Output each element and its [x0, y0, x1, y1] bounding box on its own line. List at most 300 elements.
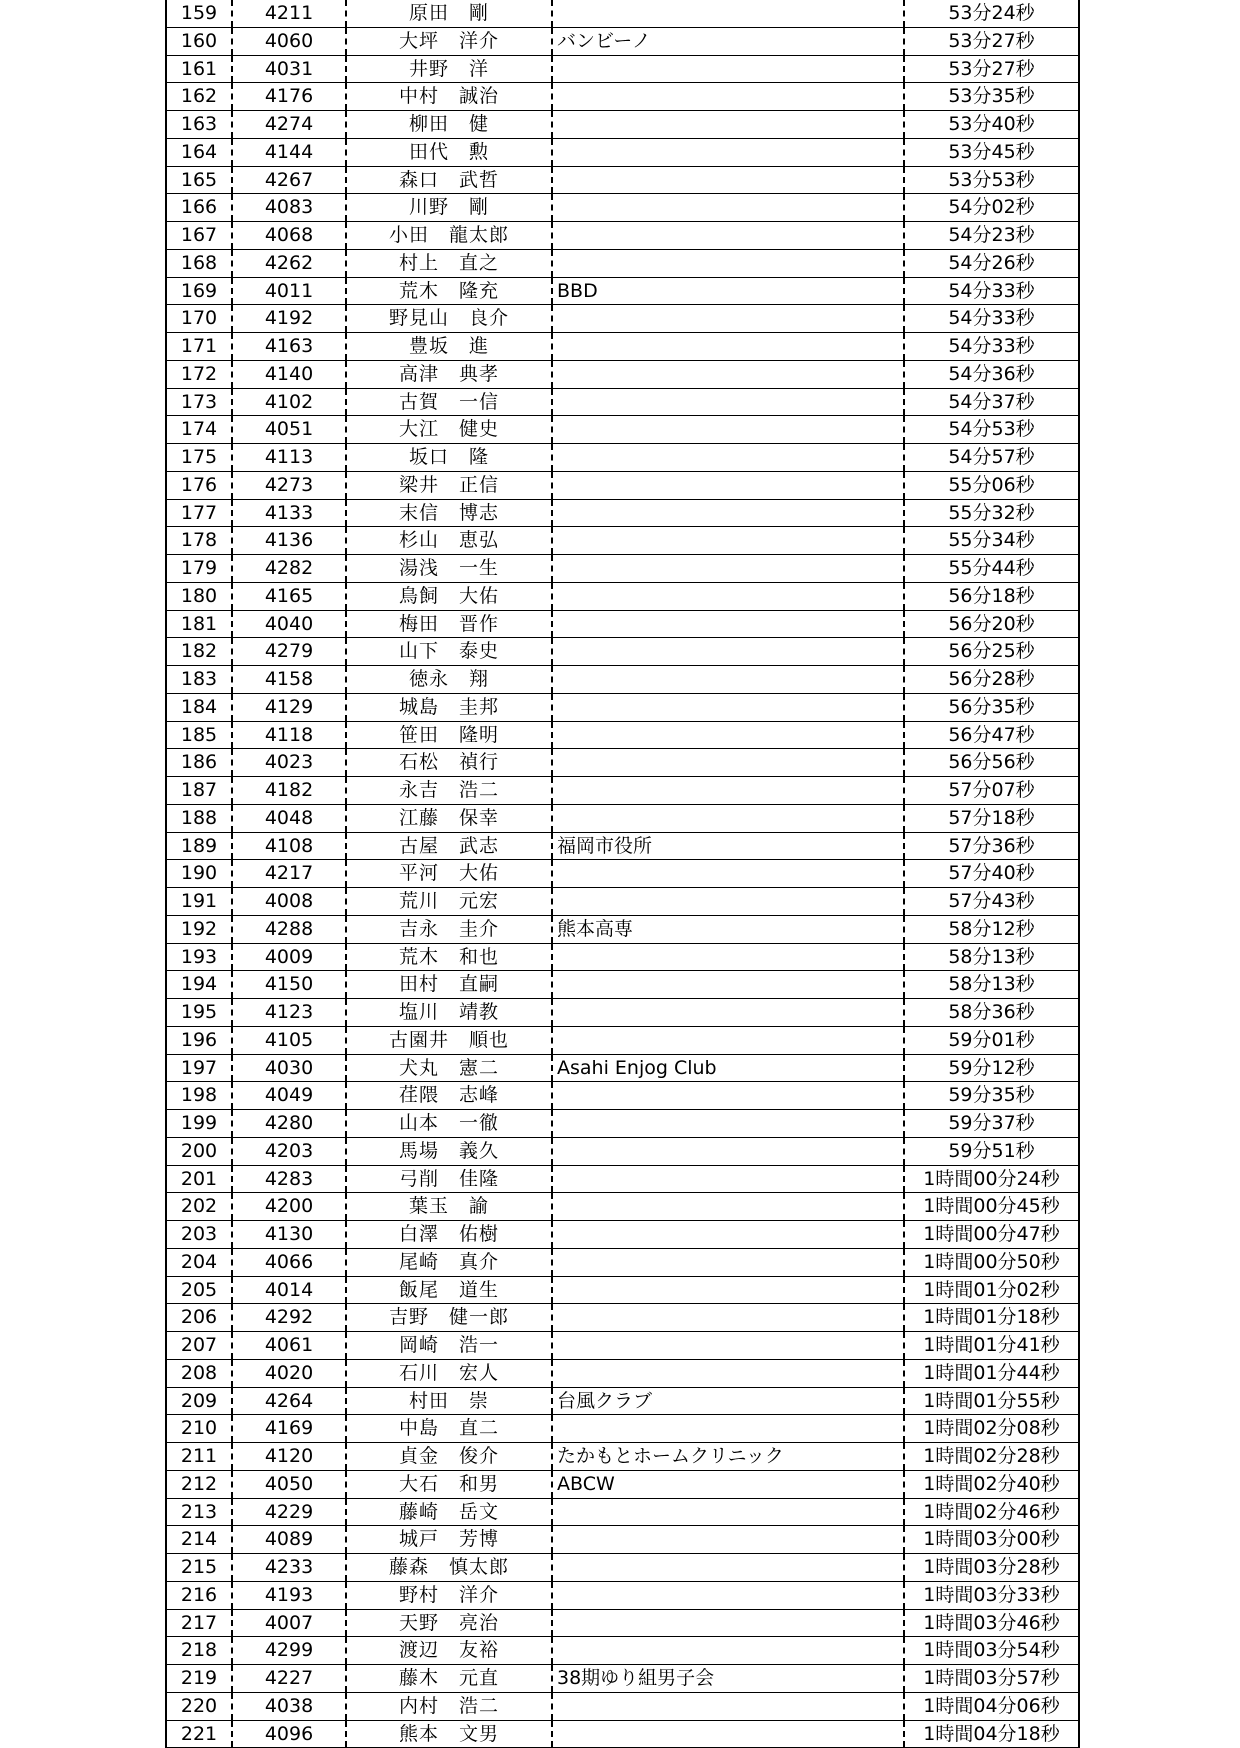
rank-cell: 175	[167, 444, 233, 471]
team-cell	[553, 1193, 905, 1220]
runner-name-cell: 永吉 浩二	[347, 777, 553, 804]
team-cell	[553, 666, 905, 693]
finish-time-cell: 1時間03分54秒	[923, 1639, 1060, 1662]
team-cell	[553, 1277, 905, 1304]
finish-time-cell: 1時間01分18秒	[923, 1306, 1060, 1329]
team-cell	[553, 1138, 905, 1165]
runner-name-cell: 吉野 健一郎	[347, 1304, 553, 1331]
finish-time-cell: 59分12秒	[948, 1056, 1035, 1079]
rank-cell: 191	[167, 888, 233, 915]
bib-number-cell: 4229	[233, 1499, 347, 1526]
table-row	[167, 83, 1078, 111]
team-cell	[553, 527, 905, 554]
finish-time-cell: 56分35秒	[948, 695, 1035, 718]
table-row	[167, 500, 1078, 528]
table-row	[167, 1055, 1078, 1083]
table-row	[167, 1582, 1078, 1610]
team-cell	[553, 56, 905, 83]
table-row	[167, 222, 1078, 250]
rank-cell: 188	[167, 805, 233, 832]
team-cell	[553, 805, 905, 832]
team-cell	[553, 472, 905, 499]
table-row	[167, 1471, 1078, 1499]
bib-number-cell: 4007	[233, 1610, 347, 1637]
finish-time-cell: 57分36秒	[948, 834, 1035, 857]
finish-time-cell: 54分33秒	[948, 335, 1035, 357]
table-row	[167, 250, 1078, 278]
runner-name-cell: 犬丸 憲二	[347, 1055, 553, 1082]
finish-time-cell: 1時間04分18秒	[923, 1722, 1060, 1745]
table-row	[167, 1166, 1078, 1194]
finish-time-cell: 53分27秒	[948, 29, 1035, 52]
bib-number-cell: 4102	[233, 389, 347, 416]
runner-name-cell: 杉山 恵弘	[347, 527, 553, 554]
table-row	[167, 1138, 1078, 1166]
table-row	[167, 638, 1078, 666]
team-cell	[553, 1499, 905, 1526]
table-row	[167, 0, 1078, 28]
rank-cell: 217	[167, 1610, 233, 1637]
rank-cell: 162	[167, 83, 233, 110]
team-cell	[553, 1582, 905, 1609]
runner-name-cell: 馬場 義久	[347, 1138, 553, 1165]
team-cell	[553, 999, 905, 1026]
team-cell	[553, 749, 905, 776]
rank-cell: 177	[167, 500, 233, 527]
rank-cell: 167	[167, 222, 233, 249]
finish-time-cell: 54分26秒	[948, 251, 1035, 274]
bib-number-cell: 4227	[233, 1665, 347, 1692]
runner-name-cell: 古園井 順也	[347, 1027, 553, 1054]
runner-name-cell: 田村 直嗣	[347, 971, 553, 998]
table-row	[167, 139, 1078, 167]
rank-cell: 220	[167, 1693, 233, 1720]
runner-name-cell: 坂口 隆	[347, 444, 553, 471]
rank-cell: 211	[167, 1443, 233, 1470]
rank-cell: 218	[167, 1637, 233, 1664]
team-cell	[553, 194, 905, 221]
finish-time-cell: 1時間01分02秒	[923, 1278, 1060, 1301]
rank-cell: 171	[167, 333, 233, 360]
rank-cell: 181	[167, 611, 233, 638]
bib-number-cell: 4262	[233, 250, 347, 277]
bib-number-cell: 4292	[233, 1304, 347, 1331]
finish-time-cell: 59分01秒	[948, 1028, 1035, 1051]
table-row	[167, 1415, 1078, 1443]
runner-name-cell: 荒木 隆充	[347, 278, 553, 305]
finish-time-cell: 58分36秒	[948, 1001, 1035, 1023]
runner-name-cell: 渡辺 友裕	[347, 1637, 553, 1664]
table-row	[167, 167, 1078, 195]
bib-number-cell: 4050	[233, 1471, 347, 1498]
runner-name-cell: 野見山 良介	[347, 305, 553, 332]
table-row	[167, 971, 1078, 999]
runner-name-cell: 江藤 保幸	[347, 805, 553, 832]
rank-cell: 201	[167, 1166, 233, 1193]
table-row	[167, 694, 1078, 722]
team-cell	[553, 361, 905, 388]
runner-name-cell: 湯浅 一生	[347, 555, 553, 582]
team-cell: Asahi Enjog Club	[553, 1055, 905, 1082]
bib-number-cell: 4105	[233, 1027, 347, 1054]
rank-cell: 215	[167, 1554, 233, 1581]
finish-time-cell: 54分37秒	[948, 390, 1035, 413]
runner-name-cell: 石松 禎行	[347, 749, 553, 776]
rank-cell: 180	[167, 583, 233, 610]
team-cell	[553, 1304, 905, 1331]
runner-name-cell: 森口 武哲	[347, 167, 553, 194]
finish-time-cell: 1時間00分47秒	[923, 1223, 1060, 1245]
bib-number-cell: 4051	[233, 416, 347, 443]
rank-cell: 206	[167, 1304, 233, 1331]
runner-name-cell: 山下 泰史	[347, 638, 553, 665]
rank-cell: 169	[167, 278, 233, 305]
runner-name-cell: 飯尾 道生	[347, 1277, 553, 1304]
team-cell	[553, 1526, 905, 1553]
rank-cell: 168	[167, 250, 233, 277]
team-cell: BBD	[553, 278, 905, 305]
table-row	[167, 527, 1078, 555]
runner-name-cell: 村上 直之	[347, 250, 553, 277]
team-cell	[553, 1332, 905, 1359]
bib-number-cell: 4066	[233, 1249, 347, 1276]
finish-time-cell: 57分07秒	[948, 779, 1035, 801]
team-cell	[553, 1110, 905, 1137]
finish-time-cell: 55分06秒	[948, 473, 1035, 496]
table-row	[167, 611, 1078, 639]
table-row	[167, 111, 1078, 139]
finish-time-cell: 56分47秒	[948, 723, 1035, 746]
team-cell	[553, 611, 905, 638]
finish-time-cell: 53分35秒	[948, 85, 1035, 108]
rank-cell: 192	[167, 916, 233, 943]
bib-number-cell: 4182	[233, 777, 347, 804]
bib-number-cell: 4031	[233, 56, 347, 83]
table-row	[167, 1526, 1078, 1554]
runner-name-cell: 白澤 佑樹	[347, 1221, 553, 1248]
bib-number-cell: 4274	[233, 111, 347, 138]
table-row	[167, 944, 1078, 972]
runner-name-cell: 荒木 和也	[347, 944, 553, 971]
runner-name-cell: 内村 浩二	[347, 1693, 553, 1720]
bib-number-cell: 4267	[233, 167, 347, 194]
bib-number-cell: 4140	[233, 361, 347, 388]
rank-cell: 174	[167, 416, 233, 443]
table-row	[167, 1027, 1078, 1055]
runner-name-cell: 笹田 隆明	[347, 722, 553, 749]
team-cell	[553, 222, 905, 249]
team-cell	[553, 444, 905, 471]
bib-number-cell: 4176	[233, 83, 347, 110]
runner-name-cell: 古屋 武志	[347, 833, 553, 860]
finish-time-cell: 54分33秒	[948, 279, 1035, 302]
runner-name-cell: 井野 洋	[347, 56, 553, 83]
bib-number-cell: 4130	[233, 1221, 347, 1248]
bib-number-cell: 4192	[233, 305, 347, 332]
rank-cell: 172	[167, 361, 233, 388]
bib-number-cell: 4273	[233, 472, 347, 499]
team-cell	[553, 333, 905, 360]
runner-name-cell: 城島 圭邦	[347, 694, 553, 721]
runner-name-cell: 葉玉 諭	[347, 1193, 553, 1220]
rank-cell: 216	[167, 1582, 233, 1609]
table-row	[167, 278, 1078, 306]
table-row	[167, 722, 1078, 750]
finish-time-cell: 54分57秒	[948, 446, 1035, 468]
bib-number-cell: 4030	[233, 1055, 347, 1082]
finish-time-cell: 56分18秒	[948, 584, 1035, 607]
table-row	[167, 777, 1078, 805]
team-cell	[553, 1415, 905, 1442]
rank-cell: 173	[167, 389, 233, 416]
finish-time-cell: 1時間02分08秒	[923, 1417, 1060, 1440]
rank-cell: 199	[167, 1110, 233, 1137]
finish-time-cell: 56分25秒	[948, 640, 1035, 663]
bib-number-cell: 4118	[233, 722, 347, 749]
bib-number-cell: 4129	[233, 694, 347, 721]
bib-number-cell: 4108	[233, 833, 347, 860]
finish-time-cell: 57分18秒	[948, 806, 1035, 829]
bib-number-cell: 4203	[233, 1138, 347, 1165]
table-row	[167, 1221, 1078, 1249]
bib-number-cell: 4233	[233, 1554, 347, 1581]
finish-time-cell: 1時間01分41秒	[923, 1334, 1060, 1356]
table-row	[167, 1721, 1078, 1748]
bib-number-cell: 4133	[233, 500, 347, 527]
rank-cell: 165	[167, 167, 233, 194]
table-row	[167, 999, 1078, 1027]
rank-cell: 166	[167, 194, 233, 221]
bib-number-cell: 4038	[233, 1693, 347, 1720]
team-cell	[553, 1027, 905, 1054]
rank-cell: 202	[167, 1193, 233, 1220]
table-row	[167, 1082, 1078, 1110]
runner-name-cell: 藤森 慎太郎	[347, 1554, 553, 1581]
finish-time-cell: 56分28秒	[948, 668, 1035, 690]
runner-name-cell: 弓削 佳隆	[347, 1166, 553, 1193]
finish-time-cell: 1時間04分06秒	[923, 1694, 1060, 1717]
bib-number-cell: 4096	[233, 1721, 347, 1748]
runner-name-cell: 藤崎 岳文	[347, 1499, 553, 1526]
finish-time-cell: 53分53秒	[948, 168, 1035, 191]
table-row	[167, 1332, 1078, 1360]
table-row	[167, 28, 1078, 56]
team-cell	[553, 0, 905, 27]
team-cell	[553, 638, 905, 665]
bib-number-cell: 4136	[233, 527, 347, 554]
team-cell	[553, 777, 905, 804]
bib-number-cell: 4144	[233, 139, 347, 166]
rank-cell: 178	[167, 527, 233, 554]
finish-time-cell: 1時間01分55秒	[923, 1389, 1060, 1412]
team-cell	[553, 694, 905, 721]
runner-name-cell: 吉永 圭介	[347, 916, 553, 943]
rank-cell: 198	[167, 1082, 233, 1109]
runner-name-cell: 高津 典孝	[347, 361, 553, 388]
rank-cell: 205	[167, 1277, 233, 1304]
runner-name-cell: 野村 洋介	[347, 1582, 553, 1609]
finish-time-cell: 1時間03分57秒	[923, 1667, 1060, 1689]
finish-time-cell: 55分44秒	[948, 557, 1035, 579]
team-cell	[553, 1082, 905, 1109]
rank-cell: 160	[167, 28, 233, 55]
bib-number-cell: 4023	[233, 749, 347, 776]
rank-cell: 164	[167, 139, 233, 166]
rank-cell: 203	[167, 1221, 233, 1248]
rank-cell: 176	[167, 472, 233, 499]
rank-cell: 170	[167, 305, 233, 332]
bib-number-cell: 4280	[233, 1110, 347, 1137]
runner-name-cell: 荒川 元宏	[347, 888, 553, 915]
team-cell	[553, 944, 905, 971]
runner-name-cell: 山本 一徹	[347, 1110, 553, 1137]
rank-cell: 207	[167, 1332, 233, 1359]
bib-number-cell: 4068	[233, 222, 347, 249]
bib-number-cell: 4008	[233, 888, 347, 915]
rank-cell: 193	[167, 944, 233, 971]
runner-name-cell: 岡崎 浩一	[347, 1332, 553, 1359]
table-row	[167, 444, 1078, 472]
finish-time-cell: 1時間03分00秒	[923, 1528, 1060, 1551]
team-cell	[553, 971, 905, 998]
results-table	[165, 0, 1080, 1748]
team-cell: たかもとホームクリニック	[553, 1443, 905, 1470]
finish-time-cell: 53分40秒	[948, 113, 1035, 135]
table-row	[167, 666, 1078, 694]
table-row	[167, 1499, 1078, 1527]
bib-number-cell: 4014	[233, 1277, 347, 1304]
rank-cell: 197	[167, 1055, 233, 1082]
bib-number-cell: 4264	[233, 1388, 347, 1415]
table-row	[167, 305, 1078, 333]
bib-number-cell: 4120	[233, 1443, 347, 1470]
team-cell	[553, 1554, 905, 1581]
runner-name-cell: 荏隈 志峰	[347, 1082, 553, 1109]
finish-time-cell: 1時間00分45秒	[923, 1195, 1060, 1218]
rank-cell: 196	[167, 1027, 233, 1054]
runner-name-cell: 熊本 文男	[347, 1721, 553, 1748]
bib-number-cell: 4060	[233, 28, 347, 55]
finish-time-cell: 53分24秒	[948, 2, 1035, 24]
bib-number-cell: 4163	[233, 333, 347, 360]
table-row	[167, 749, 1078, 777]
runner-name-cell: 豊坂 進	[347, 333, 553, 360]
team-cell	[553, 111, 905, 138]
team-cell	[553, 555, 905, 582]
table-row	[167, 1693, 1078, 1721]
team-cell	[553, 1166, 905, 1193]
bib-number-cell: 4123	[233, 999, 347, 1026]
finish-time-cell: 53分27秒	[948, 57, 1035, 80]
bib-number-cell: 4283	[233, 1166, 347, 1193]
table-row	[167, 333, 1078, 361]
finish-time-cell: 59分51秒	[948, 1139, 1035, 1162]
team-cell	[553, 305, 905, 332]
rank-cell: 186	[167, 749, 233, 776]
bib-number-cell: 4165	[233, 583, 347, 610]
finish-time-cell: 54分33秒	[948, 307, 1035, 330]
finish-time-cell: 1時間03分33秒	[923, 1583, 1060, 1606]
table-row	[167, 916, 1078, 944]
rank-cell: 214	[167, 1526, 233, 1553]
runner-name-cell: 貞金 俊介	[347, 1443, 553, 1470]
bib-number-cell: 4049	[233, 1082, 347, 1109]
rank-cell: 161	[167, 56, 233, 83]
rank-cell: 219	[167, 1665, 233, 1692]
bib-number-cell: 4061	[233, 1332, 347, 1359]
runner-name-cell: 中村 誠治	[347, 83, 553, 110]
finish-time-cell: 58分12秒	[948, 917, 1035, 940]
team-cell	[553, 722, 905, 749]
table-row	[167, 1193, 1078, 1221]
rank-cell: 194	[167, 971, 233, 998]
finish-time-cell: 1時間02分46秒	[923, 1500, 1060, 1523]
finish-time-cell: 1時間02分40秒	[923, 1472, 1060, 1495]
runner-name-cell: 塩川 靖教	[347, 999, 553, 1026]
runner-name-cell: 梅田 晋作	[347, 611, 553, 638]
table-row	[167, 1443, 1078, 1471]
bib-number-cell: 4040	[233, 611, 347, 638]
table-row	[167, 860, 1078, 888]
rank-cell: 190	[167, 860, 233, 887]
runner-name-cell: 梁井 正信	[347, 472, 553, 499]
team-cell: 38期ゆり組男子会	[553, 1665, 905, 1692]
table-row	[167, 583, 1078, 611]
team-cell: 福岡市役所	[553, 833, 905, 860]
table-row	[167, 1249, 1078, 1277]
bib-number-cell: 4150	[233, 971, 347, 998]
rank-cell: 210	[167, 1415, 233, 1442]
table-row	[167, 1304, 1078, 1332]
finish-time-cell: 59分37秒	[948, 1112, 1035, 1134]
runner-name-cell: 天野 亮治	[347, 1610, 553, 1637]
table-row	[167, 56, 1078, 84]
team-cell	[553, 1221, 905, 1248]
runner-name-cell: 石川 宏人	[347, 1360, 553, 1387]
table-row	[167, 1610, 1078, 1638]
team-cell: バンビーノ	[553, 28, 905, 55]
team-cell	[553, 1360, 905, 1387]
table-row	[167, 472, 1078, 500]
runner-name-cell: 柳田 健	[347, 111, 553, 138]
rank-cell: 179	[167, 555, 233, 582]
runner-name-cell: 中島 直二	[347, 1415, 553, 1442]
finish-time-cell: 53分45秒	[948, 140, 1035, 163]
rank-cell: 204	[167, 1249, 233, 1276]
rank-cell: 200	[167, 1138, 233, 1165]
finish-time-cell: 1時間02分28秒	[923, 1445, 1060, 1467]
bib-number-cell: 4200	[233, 1193, 347, 1220]
table-row	[167, 1277, 1078, 1305]
finish-time-cell: 56分56秒	[948, 751, 1035, 774]
finish-time-cell: 54分02秒	[948, 196, 1035, 219]
finish-time-cell: 56分20秒	[948, 612, 1035, 635]
runner-name-cell: 尾崎 真介	[347, 1249, 553, 1276]
table-row	[167, 1554, 1078, 1582]
table-row	[167, 888, 1078, 916]
team-cell	[553, 583, 905, 610]
rank-cell: 159	[167, 0, 233, 27]
rank-cell: 187	[167, 777, 233, 804]
runner-name-cell: 鳥飼 大佑	[347, 583, 553, 610]
runner-name-cell: 古賀 一信	[347, 389, 553, 416]
runner-name-cell: 末信 博志	[347, 500, 553, 527]
table-row	[167, 416, 1078, 444]
rank-cell: 195	[167, 999, 233, 1026]
finish-time-cell: 1時間00分50秒	[923, 1250, 1060, 1273]
table-row	[167, 1360, 1078, 1388]
rank-cell: 182	[167, 638, 233, 665]
